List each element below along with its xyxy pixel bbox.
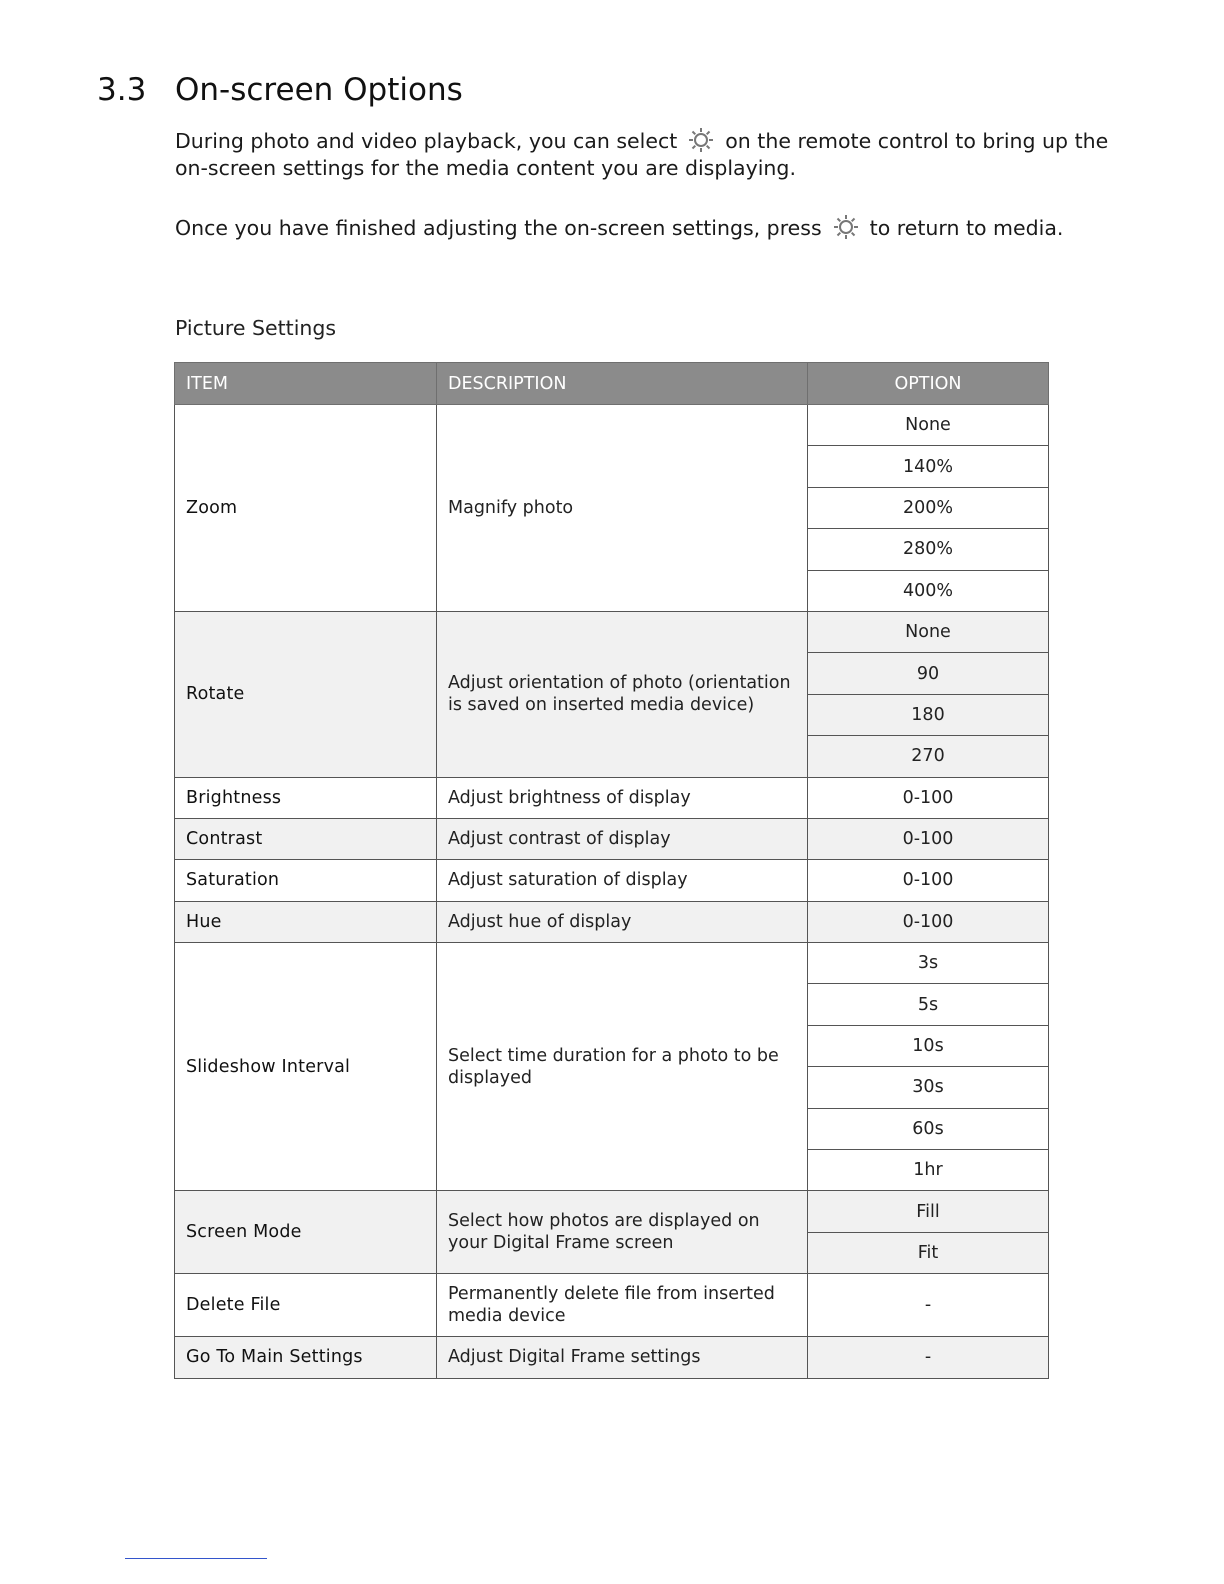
gear-icon [832,214,860,240]
setting-item [175,1337,437,1378]
intro-p2-before: Once you have finished adjusting the on-screen settings, press [175,216,822,240]
setting-description: Select how photos are displayed on your Digital Frame screen [437,1191,808,1274]
table-row [175,611,1049,652]
setting-option: 10s [808,1025,1049,1066]
setting-option: 140% [808,446,1049,487]
setting-item-label: Zoom [186,497,238,518]
setting-option: - [808,1337,1049,1378]
setting-item-label: Brightness [186,787,282,808]
setting-option: 180 [808,694,1049,735]
setting-item [175,405,437,612]
setting-option: 60s [808,1108,1049,1149]
setting-option: 5s [808,984,1049,1025]
setting-description: Magnify photo [437,405,808,612]
setting-description: Adjust brightness of display [437,777,808,818]
section-title: On-screen Options [175,72,463,108]
setting-option: 90 [808,653,1049,694]
setting-option: - [808,1274,1049,1337]
setting-description: Adjust Digital Frame settings [437,1337,808,1378]
intro-p2-after: to return to media. [869,216,1064,240]
setting-description: Adjust orientation of photo (orientation is saved on inserted media device) [437,611,808,777]
gear-icon [687,127,715,153]
setting-item [175,901,437,942]
setting-item [175,818,437,859]
intro-p1-after: on the remote control to bring up the on-screen settings for the media content you are displaying. [175,129,1109,180]
setting-description: Adjust saturation of display [437,860,808,901]
setting-option: None [808,611,1049,652]
intro-paragraph-1 [175,127,1135,182]
table-row [175,860,1049,901]
setting-item-label: Saturation [186,870,280,891]
intro-p1-before: During photo and video playback, you can select [175,129,678,153]
table-row [175,1274,1049,1337]
header-item: ITEM [175,363,437,405]
setting-item-label: Contrast [186,829,263,850]
setting-option: 200% [808,487,1049,528]
table-header-row [175,363,1049,405]
table-body [175,405,1049,1379]
setting-item [175,777,437,818]
header-description: DESCRIPTION [437,363,808,405]
setting-item [175,611,437,777]
table-row [175,901,1049,942]
setting-item-label: Slideshow Interval [186,1056,351,1077]
setting-option: Fit [808,1232,1049,1273]
setting-option: 400% [808,570,1049,611]
setting-description: Adjust contrast of display [437,818,808,859]
setting-option: 30s [808,1067,1049,1108]
setting-description: Adjust hue of display [437,901,808,942]
setting-option: 0-100 [808,777,1049,818]
table-row [175,943,1049,984]
setting-option: 0-100 [808,818,1049,859]
picture-settings-table [174,362,1049,1379]
setting-option: 0-100 [808,901,1049,942]
setting-item-label: Screen Mode [186,1222,302,1243]
footnote-rule [125,1558,267,1559]
table-row [175,818,1049,859]
table-row [175,405,1049,446]
setting-item [175,943,437,1191]
intro-paragraph-2 [175,214,1135,242]
table-row [175,777,1049,818]
setting-item [175,1274,437,1337]
setting-item-label: Rotate [186,684,245,705]
setting-option: 0-100 [808,860,1049,901]
setting-option: 3s [808,943,1049,984]
setting-option: 270 [808,736,1049,777]
header-option: OPTION [808,363,1049,405]
table-row [175,1337,1049,1378]
setting-description: Permanently delete file from inserted media device [437,1274,808,1337]
setting-item-label: Delete File [186,1295,281,1316]
setting-option: 280% [808,529,1049,570]
setting-item-label: Hue [186,911,222,932]
section-number: 3.3 [97,72,147,108]
setting-option: 1hr [808,1150,1049,1191]
setting-option: None [808,405,1049,446]
setting-item-label: Go To Main Settings [186,1347,363,1368]
setting-description: Select time duration for a photo to be displayed [437,943,808,1191]
picture-settings-title: Picture Settings [175,316,337,340]
setting-option: Fill [808,1191,1049,1232]
section-heading [97,72,463,108]
setting-item [175,1191,437,1274]
setting-item [175,860,437,901]
table-row [175,1191,1049,1232]
